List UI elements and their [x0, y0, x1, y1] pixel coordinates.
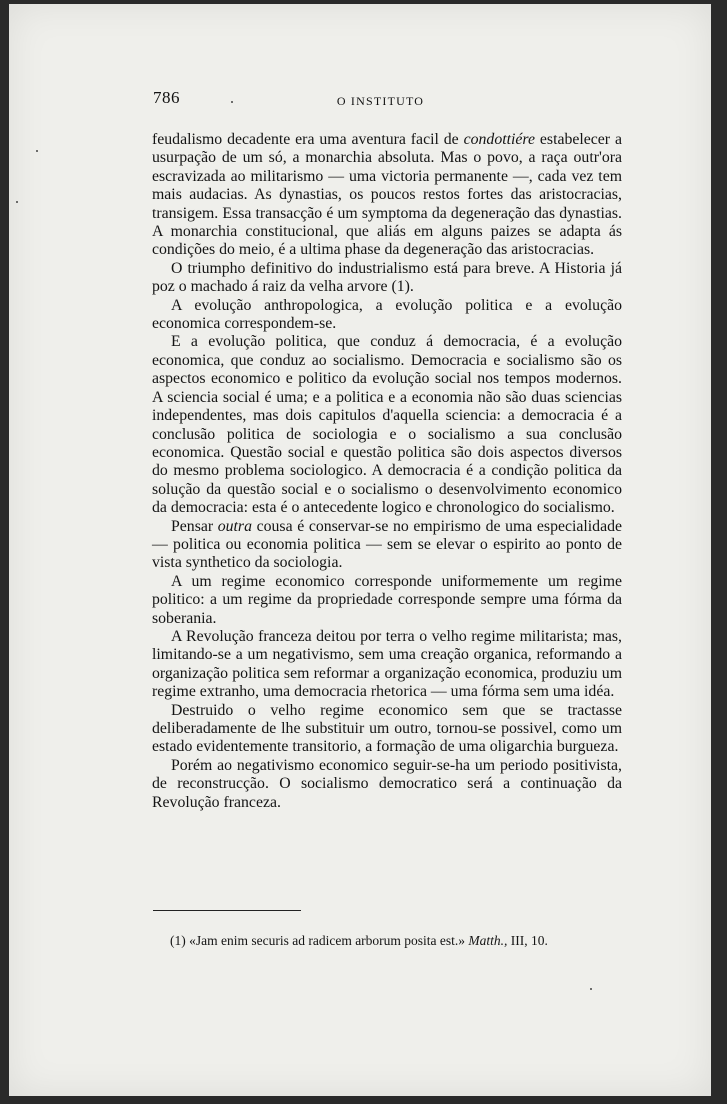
paragraph: E a evolução politica, que conduz á democracia, é a evolução economica, que conduz ao socialismo. Democracia e socialismo são os aspectos economico e politico da evolução social nos tempos modernos. A sciencia social é uma; e a politica e a economia não são duas sciencias independentes, mas dois capitulos d'aquella sciencia: a democracia é a conclusão politica de sociologia e o socialismo a sua conclusão economica. Questão social e questão politica são dois aspectos diversos do mesmo problema sociologico. A democracia é a condição politica da solução da questão social e o socialismo o desenvolvimento economico da democracia: esta é o antecedente logico e chronologico do socialismo. [152, 333, 622, 517]
paragraph: feudalismo decadente era uma aventura facil de condottiére estabelecer a usurpação de um só, a monarchia absoluta. Mas o povo, a raça outr'ora escravizada ao militarismo — uma victoria permanente —, cada vez tem mais audacias. As dynastias, os poucos restos fortes das aristocracias, transigem. Essa transacção é um symptoma da degeneração das dynastias. A monarchia constitucional, que aliás em alguns paizes se adapta ás condições do meio, é a ultima phase da degeneração das aristocracias. [152, 131, 622, 259]
paragraph: A evolução anthropologica, a evolução politica e a evolução economica correspondem-se. [152, 296, 622, 333]
print-speck [16, 201, 18, 203]
print-speck [590, 988, 592, 990]
footnote-rule [153, 910, 301, 911]
paragraph: O triumpho definitivo do industrialismo está para breve. A Historia já poz o machado á raiz da velha arvore (1). [152, 259, 622, 296]
footnote-reference: III, 10. [510, 933, 548, 948]
paragraph: A Revolução franceza deitou por terra o velho regime militarista; mas, limitando-se a um negativismo, sem uma creação organica, reformando a organização politica sem reformar a organização economica, produziu um regime extranho, uma democracia rhetorica — uma fórma sem uma idéa. [152, 627, 622, 701]
footnote-work: Matth., [468, 933, 508, 948]
running-title: O INSTITUTO [336, 94, 425, 108]
footnote-marker: (1) [170, 933, 186, 948]
italic-term: condottiére [463, 131, 535, 148]
footnote [170, 933, 630, 949]
page-number: 786 [153, 88, 180, 107]
paragraph: Porém ao negativismo economico seguir-se-ha um periodo positivista, de reconstrucção. O socialismo democratico será a continuação da Revolução franceza. [152, 756, 622, 811]
italic-term: outra [217, 517, 252, 535]
footnote-quote: «Jam enim securis ad radicem arborum posita est.» [189, 933, 466, 948]
print-speck [36, 150, 38, 152]
body-text [152, 131, 622, 812]
paragraph: A um regime economico corresponde uniformemente um regime politico: a um regime da propriedade corresponde sempre uma fórma da soberania. [152, 572, 622, 627]
paragraph: Destruido o velho regime economico sem que se tractasse deliberadamente de lhe substituir um outro, tornou-se possivel, como um estado evidentemente transitorio, a formação de uma oligarchia burgueza. [152, 701, 622, 756]
paragraph: Pensar outra cousa é conservar-se no empirismo de uma especialidade — politica ou economia politica — sem se elevar o espirito ao ponto de vista synthetico da sociologia. [152, 517, 622, 572]
print-speck [231, 101, 233, 103]
